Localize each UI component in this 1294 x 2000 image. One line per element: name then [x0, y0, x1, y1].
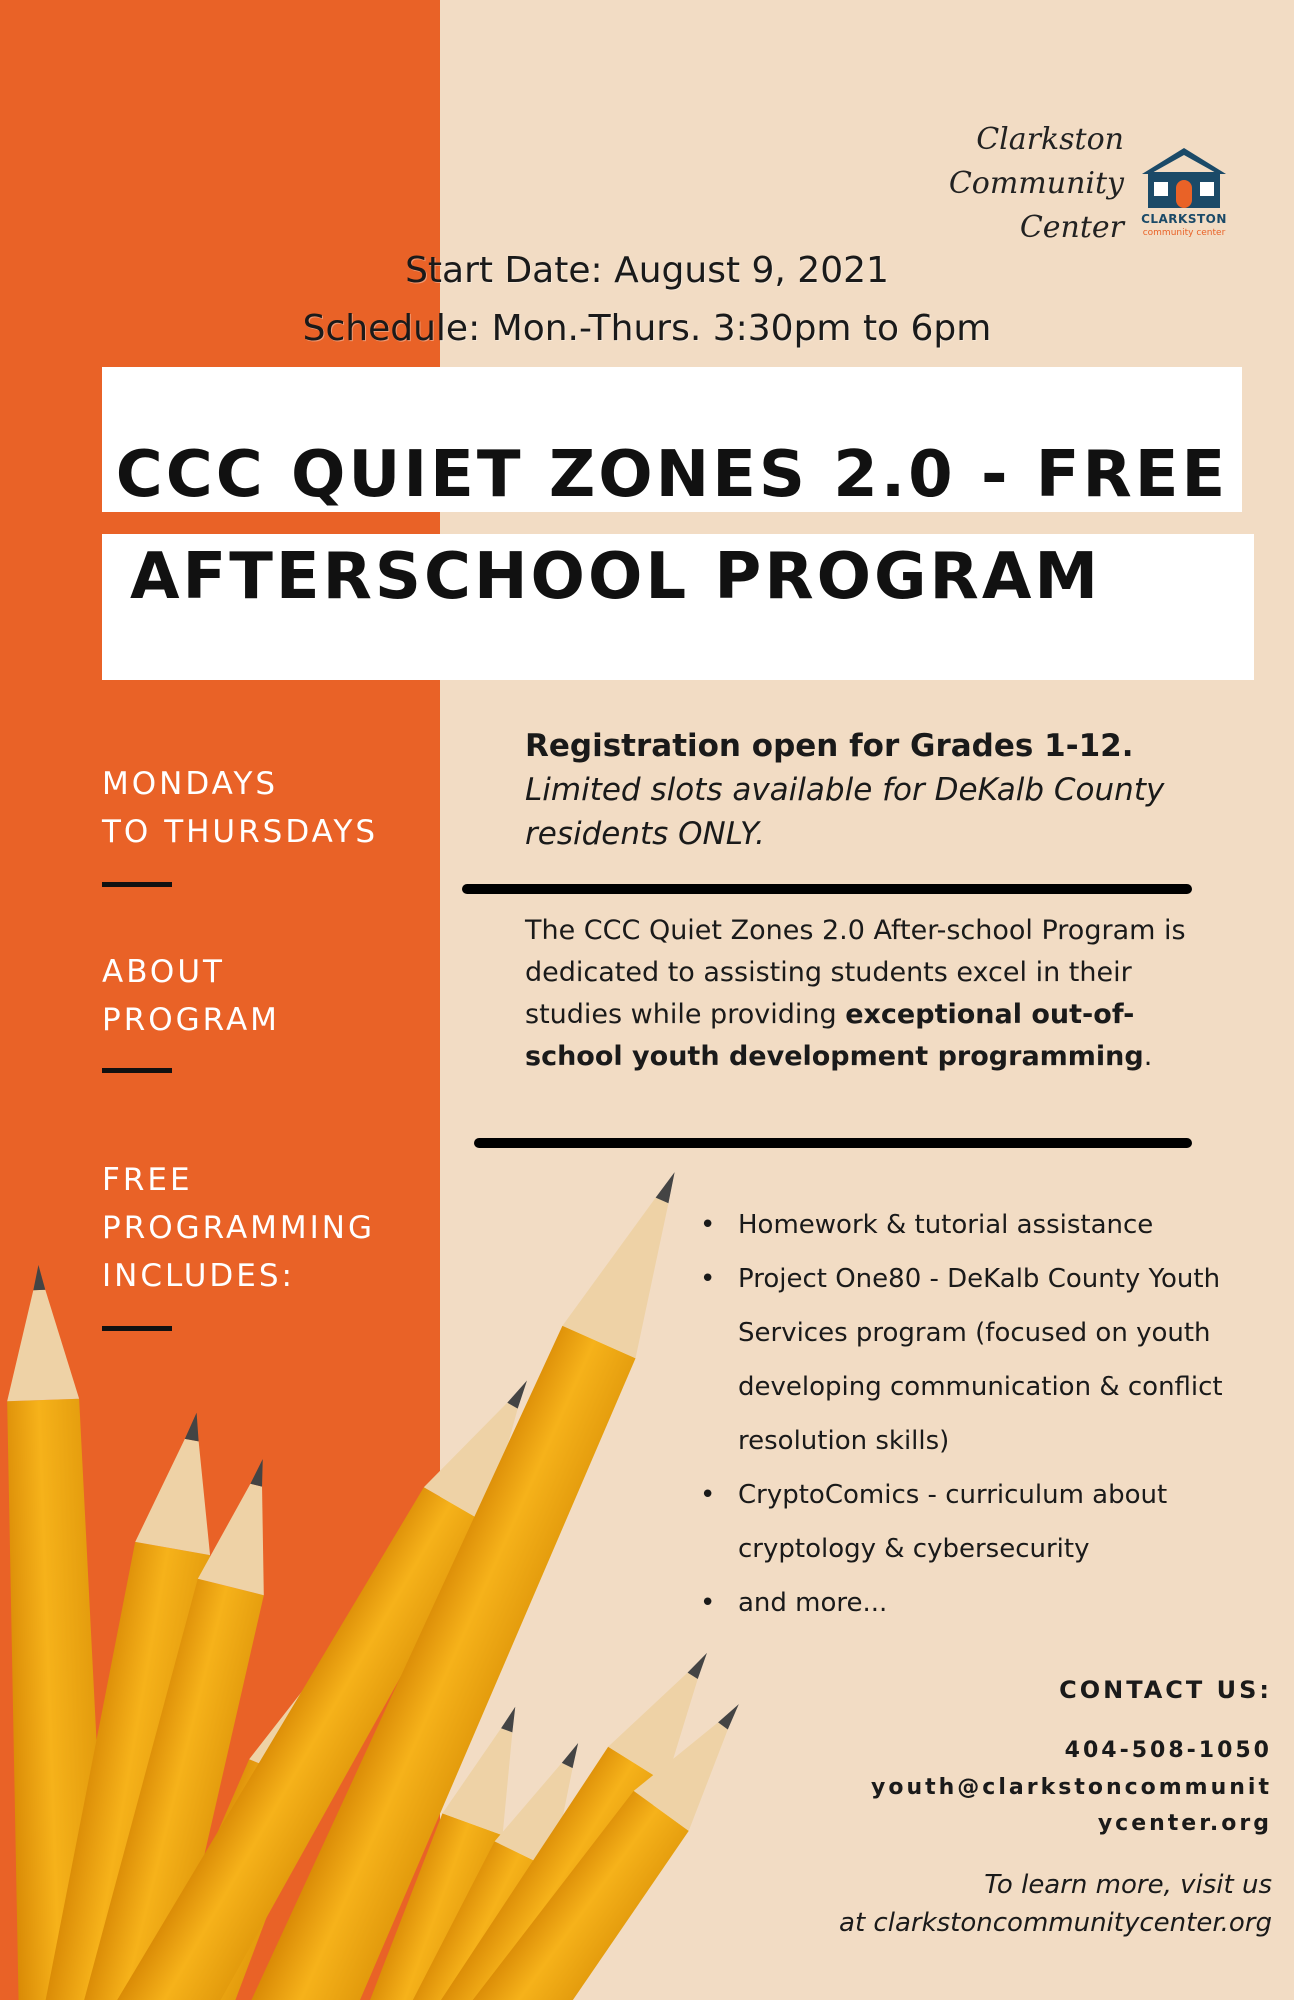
contact-heading: CONTACT US:	[1059, 1676, 1272, 1704]
section-rule	[102, 1326, 172, 1331]
schedule-hours: Schedule: Mon.-Thurs. 3:30pm to 6pm	[302, 308, 992, 349]
programming-list	[700, 1198, 1270, 1630]
logo-subtitle: community center	[1142, 228, 1226, 238]
logo-wordmark: CLARKSTON	[1141, 212, 1227, 226]
start-date: Start Date: August 9, 2021	[405, 250, 889, 291]
learn-more-line: To learn more, visit us	[984, 1870, 1272, 1900]
includes-label-line: FREE	[102, 1162, 193, 1198]
registration-info	[525, 724, 1245, 856]
includes-label	[102, 1156, 375, 1300]
divider	[462, 884, 1192, 894]
includes-label-line: INCLUDES:	[102, 1258, 295, 1294]
about-program-text	[525, 910, 1225, 1078]
registration-eligibility: Limited slots available for DeKalb County residents ONLY.	[525, 772, 1165, 852]
about-text-plain: The CCC Quiet Zones 2.0 After-school Program is dedicated to assisting students excel in their studies while providing	[525, 915, 1186, 1030]
page-title-line: CCC QUIET ZONES 2.0 - FREE	[115, 438, 1229, 512]
org-name-line: Community	[948, 166, 1124, 201]
days-label	[102, 760, 378, 856]
section-rule	[102, 882, 172, 887]
about-label-line: ABOUT	[102, 954, 225, 990]
list-item: • Homework & tutorial assistance	[700, 1198, 1270, 1252]
contact-email-line[interactable]: ycenter.org	[1097, 1811, 1272, 1836]
about-text-end: .	[1143, 1041, 1153, 1072]
learn-more	[839, 1866, 1272, 1942]
org-name	[949, 118, 1124, 250]
list-item: • CryptoComics - curriculum about cryptology & cybersecurity	[700, 1468, 1270, 1576]
divider	[474, 1138, 1192, 1148]
about-text-bold: exceptional out-of-school youth development programming	[525, 999, 1144, 1072]
section-rule	[102, 1068, 172, 1073]
list-item: • and more...	[700, 1576, 1270, 1630]
contact-email-line[interactable]: youth@clarkstoncommunit	[871, 1775, 1272, 1800]
registration-grades: Registration open for Grades 1-12.	[525, 728, 1134, 764]
days-label-line: TO THURSDAYS	[102, 814, 379, 850]
org-name-line: Center	[1019, 210, 1124, 245]
list-item: • Project One80 - DeKalb County Youth Services program (focused on youth developing communication & conflict resolution skills)	[700, 1252, 1270, 1468]
about-label	[102, 948, 280, 1044]
org-name-line: Clarkston	[976, 122, 1124, 157]
about-label-line: PROGRAM	[102, 1002, 280, 1038]
building-icon	[1136, 142, 1232, 242]
includes-label-line: PROGRAMMING	[102, 1210, 375, 1246]
page-title-line: AFTERSCHOOL PROGRAM	[130, 540, 1102, 614]
contact-email[interactable]	[871, 1770, 1272, 1842]
days-label-line: MONDAYS	[102, 766, 279, 802]
website-link[interactable]: at clarkstoncommunitycenter.org	[839, 1908, 1272, 1938]
contact-phone[interactable]: 404-508-1050	[1064, 1738, 1272, 1763]
